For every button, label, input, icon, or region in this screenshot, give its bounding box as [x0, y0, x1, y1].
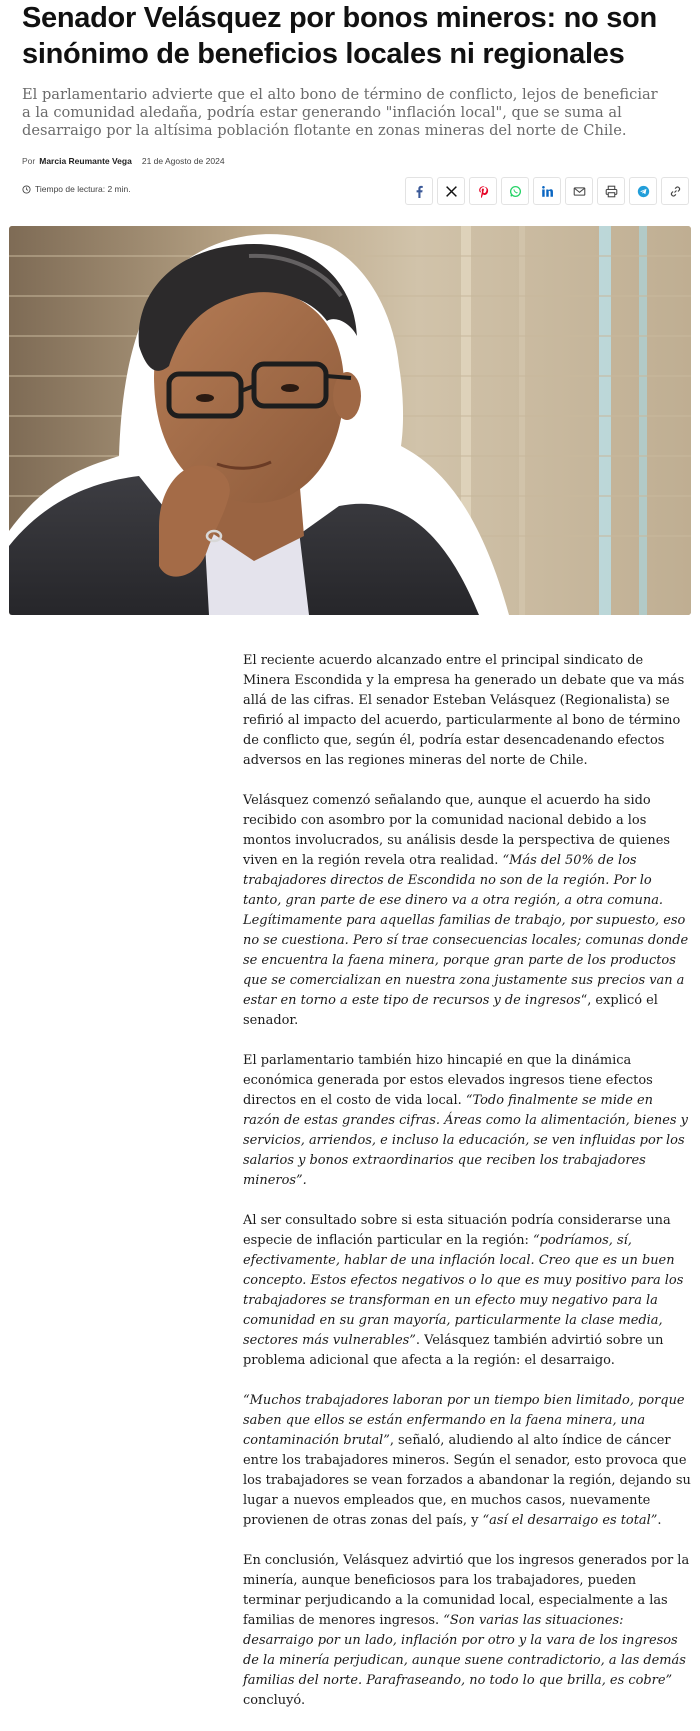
share-pinterest-button[interactable] — [469, 177, 497, 205]
article-body — [243, 651, 691, 1731]
x-icon — [445, 185, 458, 198]
share-x-button[interactable] — [437, 177, 465, 205]
paragraph-text: El reciente acuerdo alcanzado entre el principal sindicato de Minera Escondida y la empresa ha generado un debate que va más allá de las cifras. El senador Esteban Velásquez (Regionalista) se refirió al impacto del acuerdo, particularmente al bono de término de conflicto que, según él, podría estar desencadenando efectos adversos en las regiones mineras del norte de Chile. — [243, 653, 685, 768]
copy-link-button[interactable] — [661, 177, 689, 205]
quote-text: “Más del 50% de los trabajadores directos de Escondida no son de la región. Por lo tanto, gran parte de ese dinero va a otra región, a otra comuna. Legítimamente para aquellas familias de trabajo, por supuesto, eso no se cuestiona. Pero sí trae consecuencias locales; comunas donde se encuentra la faena minera, porque gran parte de los productos que se comercializan en nuestra zona justamente sus precios van a estar en torno a este tipo de recursos y de ingresos — [243, 853, 689, 1008]
clock-icon — [22, 185, 31, 194]
print-button[interactable] — [597, 177, 625, 205]
link-icon — [669, 185, 682, 198]
paragraph-2 — [243, 791, 691, 1031]
article-dek: El parlamentario advierte que el alto bono de término de conflicto, lejos de beneficiar a la comunidad aledaña, podría estar generando "inflación local", que se suma al desarraigo por la altísima población flotante en zonas mineras del norte de Chile. — [22, 86, 658, 139]
paragraph-text: , señaló, aludiendo al alto índice de cáncer entre los trabajadores mineros. Según el senador, esto provoca que los trabajadores se vean forzados a abandonar la región, dejando su lugar a nuevos empleados que, en muchos casos, nuevamente provienen de otras zonas del país, y — [243, 1433, 691, 1528]
paragraph-3 — [243, 1051, 691, 1191]
print-icon — [605, 185, 618, 198]
paragraph-text: . — [657, 1513, 662, 1528]
paragraph-6 — [243, 1551, 691, 1711]
byline — [22, 154, 225, 168]
share-bar — [405, 177, 689, 205]
paragraph-4 — [243, 1211, 691, 1371]
telegram-icon — [637, 185, 650, 198]
reading-time-label: Tiempo de lectura: 2 min. — [35, 184, 131, 194]
mail-icon — [573, 185, 586, 198]
share-linkedin-button[interactable] — [533, 177, 561, 205]
quote-text: “Son varias las situaciones: desarraigo por un lado, inflación por otro y la vara de los ingresos de la minería perjudican, aunque suene contradictorio, a las demás familias del norte. Parafraseando, no todo lo que brilla, es cobre” — [243, 1613, 686, 1688]
author-link[interactable]: Marcia Reumante Vega — [39, 156, 132, 166]
share-facebook-button[interactable] — [405, 177, 433, 205]
senator-portrait-image — [9, 226, 691, 615]
byline-prefix: Por — [22, 156, 36, 166]
share-telegram-button[interactable] — [629, 177, 657, 205]
paragraph-text: “, explicó el senador. — [243, 993, 658, 1028]
paragraph-text: concluyó. — [243, 1693, 306, 1708]
pinterest-icon — [477, 185, 490, 198]
article-headline: Senador Velásquez por bonos mineros: no son sinónimo de beneficios locales ni regionales — [22, 2, 657, 70]
whatsapp-icon — [509, 185, 522, 198]
reading-time — [22, 183, 131, 195]
linkedin-icon — [541, 185, 554, 198]
quote-text: “Muchos trabajadores laboran por un tiempo bien limitado, porque saben que ellos se están enfermando en la faena minera, una contaminación brutal” — [243, 1393, 685, 1448]
quote-text: “así el desarraigo es total” — [482, 1513, 658, 1528]
paragraph-text: El parlamentario también hizo hincapié en que la dinámica económica generada por estos elevados ingresos tiene efectos directos en el costo de vida local. — [243, 1053, 653, 1108]
paragraph-text: En conclusión, Velásquez advirtió que los ingresos generados por la minería, aunque beneficiosos para los trabajadores, pueden terminar perjudicando a la comunidad local, especialmente a las familias de menores ingresos. — [243, 1553, 690, 1628]
facebook-icon — [413, 185, 426, 198]
paragraph-5 — [243, 1391, 691, 1531]
publish-date: 21 de Agosto de 2024 — [141, 156, 225, 166]
hero-image — [9, 226, 691, 615]
paragraph-text: Velásquez comenzó señalando que, aunque el acuerdo ha sido recibido con asombro por la comunidad nacional debido a los montos involucrados, su análisis desde la perspectiva de quienes viven en la región revela otra realidad. — [243, 793, 670, 868]
quote-text: “podríamos, sí, efectivamente, hablar de una inflación local. Creo que es un buen concepto. Estos efectos negativos o lo que es muy positivo para los trabajadores se transforman en un efecto muy negativo para la comunidad en su gran mayoría, particularmente la clase media, sectores más vulnerables” — [243, 1233, 684, 1348]
share-whatsapp-button[interactable] — [501, 177, 529, 205]
quote-text: “Todo finalmente se mide en razón de estas grandes cifras. Áreas como la alimentación, bienes y servicios, arriendos, e incluso la educación, se ven influidas por los salarios y bonos extraordinarios que reciben los trabajadores mineros”. — [243, 1093, 688, 1188]
paragraph-text: . Velásquez también advirtió sobre un problema adicional que afecta a la región: el desarraigo. — [243, 1333, 664, 1368]
paragraph-1 — [243, 651, 691, 771]
share-email-button[interactable] — [565, 177, 593, 205]
paragraph-text: Al ser consultado sobre si esta situación podría considerarse una especie de inflación particular en la región: — [243, 1213, 671, 1248]
